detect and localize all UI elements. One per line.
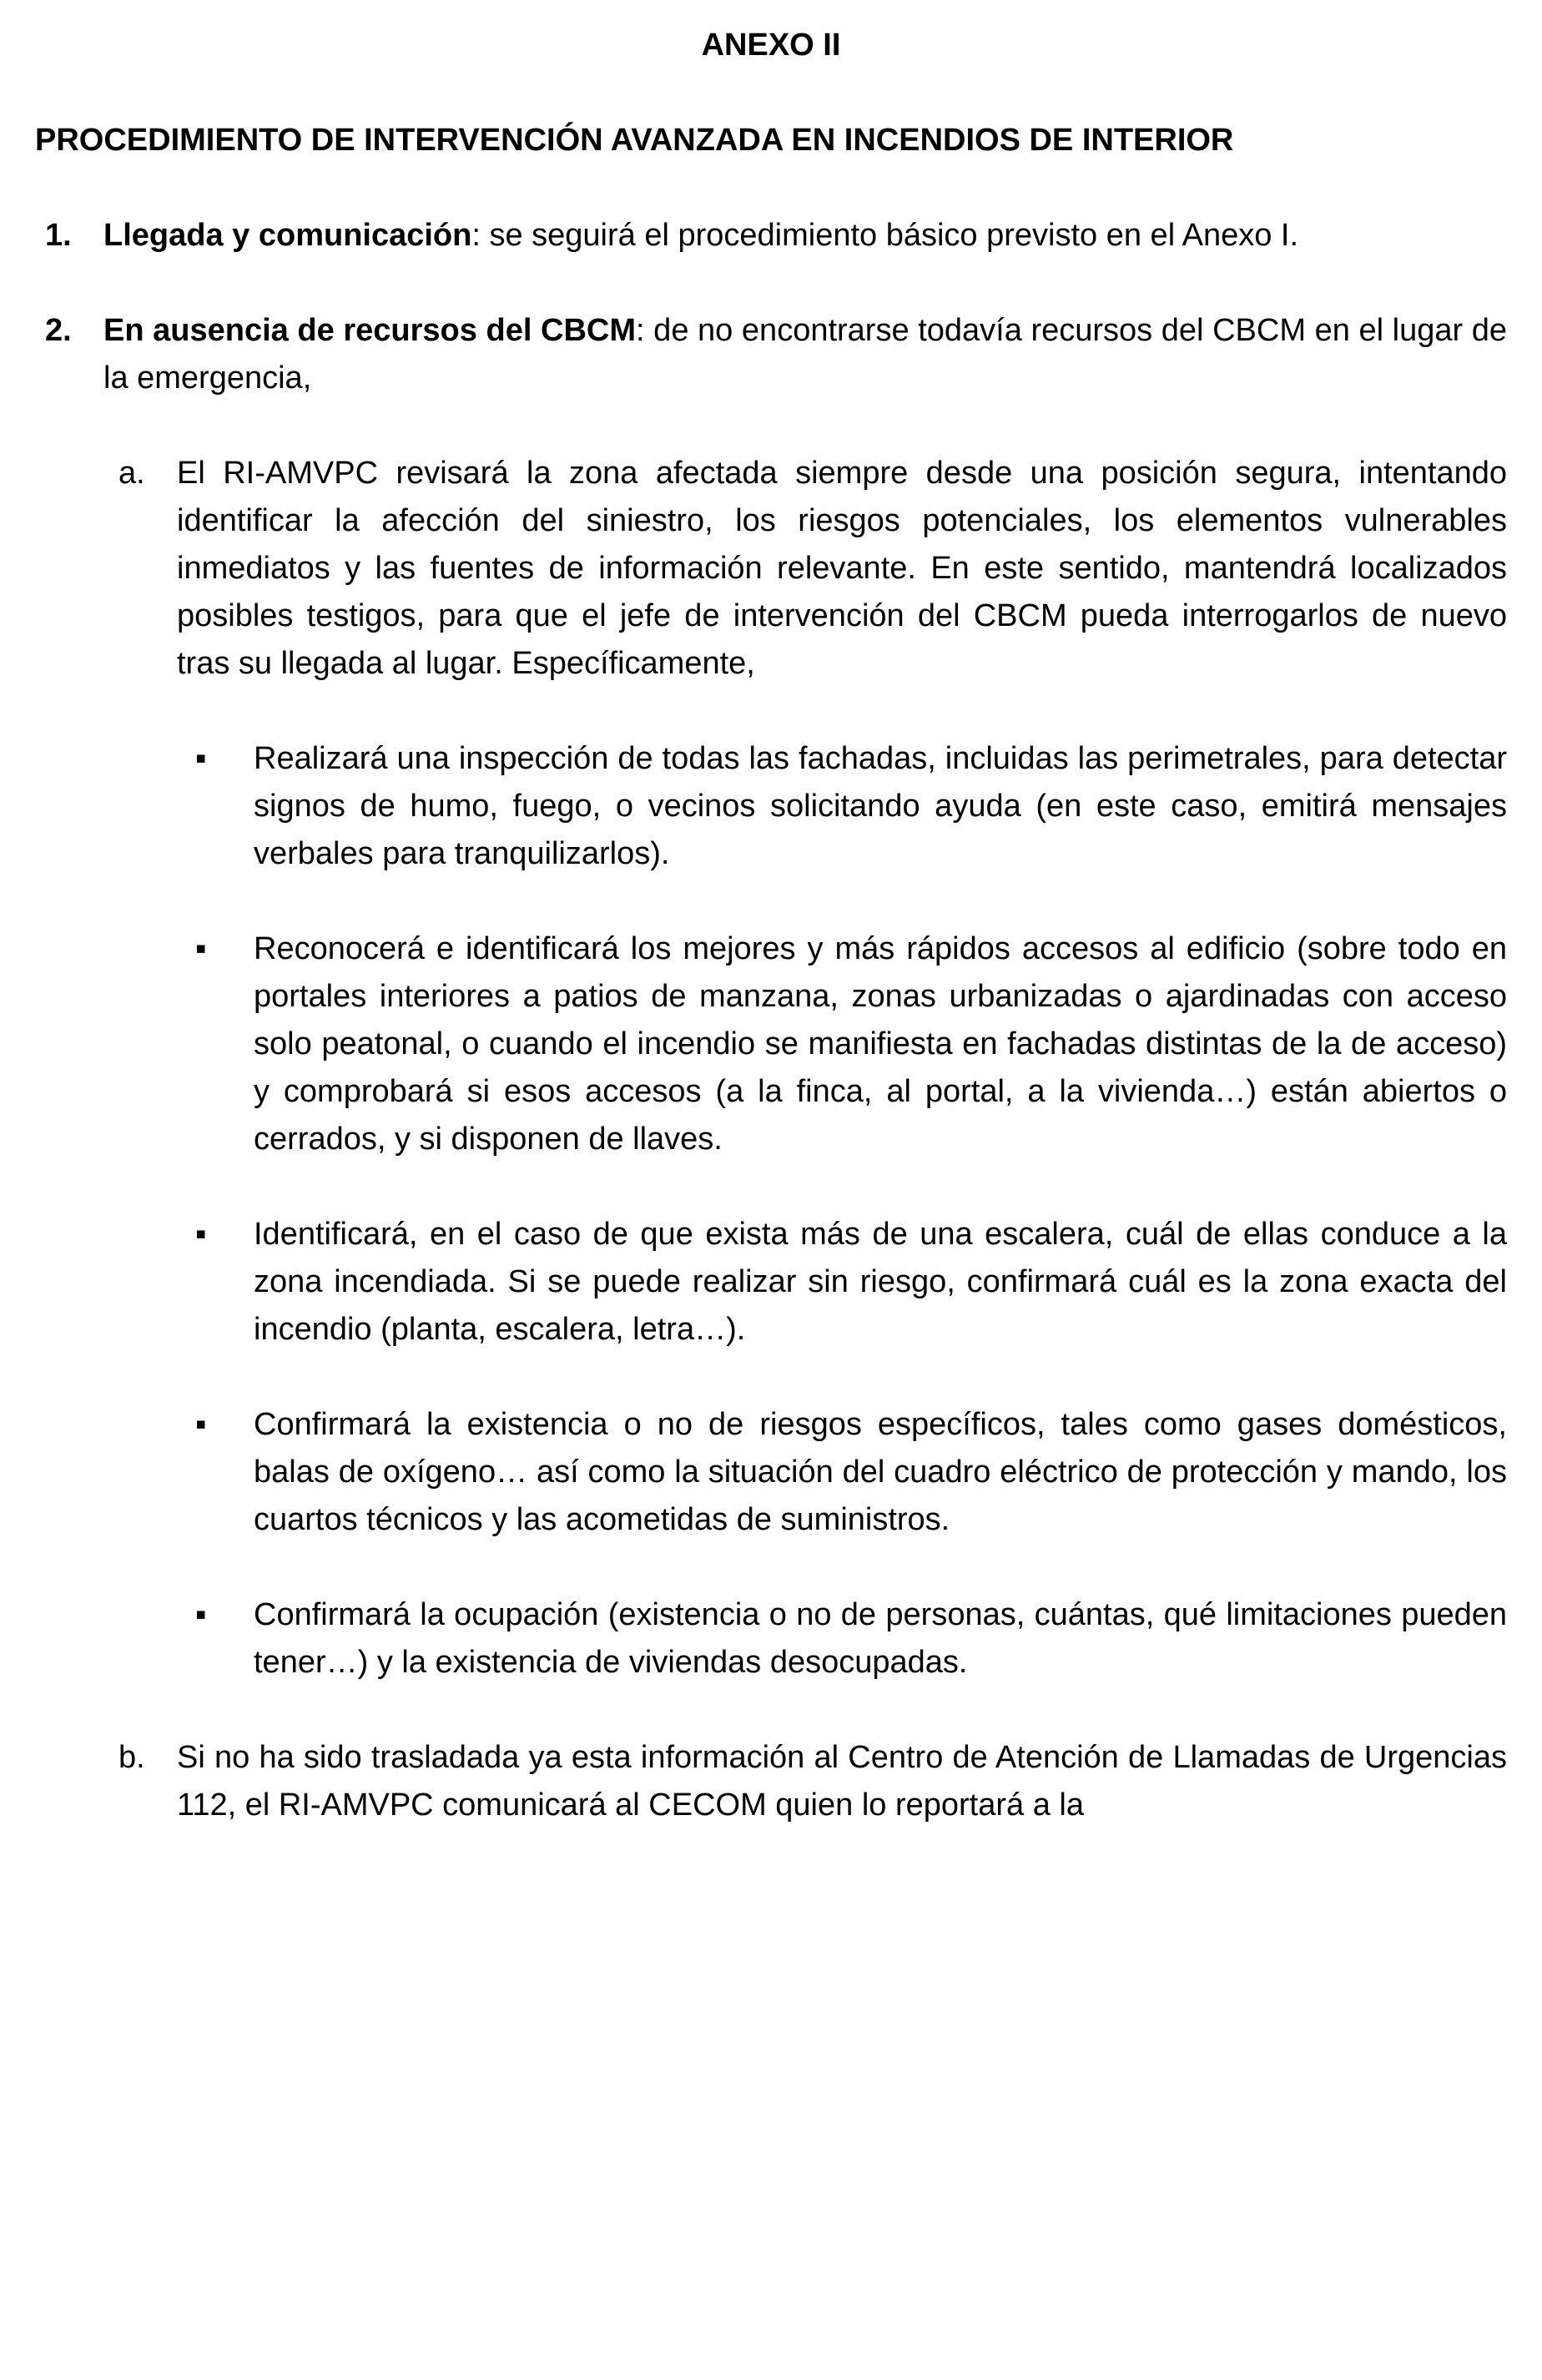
bullet-square-icon: ▪ xyxy=(195,741,207,776)
bullet-text: Identificará, en el caso de que exista más de una escalera, cuál de ellas conduce a la zona incendiada. Si se puede realizar sin riesgo, confirmará cuál es la zona exacta del incendio (planta, escalera, letra…). xyxy=(254,1217,1507,1347)
bullet-square-icon: ▪ xyxy=(195,1217,207,1252)
item-text: : de no encontrarse todavía recursos del CBCM en el lugar de la emergencia, xyxy=(103,313,1508,396)
bullet-square-icon: ▪ xyxy=(195,931,207,966)
bullet-item xyxy=(35,1211,1507,1354)
item-lead: En ausencia de recursos del CBCM xyxy=(103,313,637,348)
bullet-square-icon: ▪ xyxy=(195,1597,207,1632)
bullet-text: Reconocerá e identificará los mejores y más rápidos accesos al edificio (sobre todo en portales interiores a patios de manzana, zonas urbanizadas o ajardinadas con acceso solo peatonal, o cuando el incendio se manifiesta en fachadas distintas de la de acceso) y comprobará si esos accesos (a la finca, al portal, a la vivienda…) están abiertos o cerrados, y si disponen de llaves. xyxy=(254,931,1507,1157)
doc-heading: PROCEDIMIENTO DE INTERVENCIÓN AVANZADA EN INCENDIOS DE INTERIOR xyxy=(35,123,1234,158)
bullet-square-icon: ▪ xyxy=(195,1407,207,1442)
bullet-text: Realizará una inspección de todas las fachadas, incluidas las perimetrales, para detectar signos de humo, fuego, o vecinos solicitando ayuda (en este caso, emitirá mensajes verbales para tranquilizarlos). xyxy=(254,741,1507,871)
bullet-item xyxy=(35,1591,1507,1687)
lettered-item-a xyxy=(35,450,1507,688)
bullet-item xyxy=(35,735,1507,878)
numbered-item-1 xyxy=(35,212,1507,260)
item-number: 1. xyxy=(45,218,72,253)
item-letter: b. xyxy=(118,1740,145,1775)
doc-title: ANEXO II xyxy=(701,28,841,63)
item-number: 2. xyxy=(45,313,72,348)
bullet-text: Confirmará la existencia o no de riesgos específicos, tales como gases domésticos, balas de oxígeno… así como la situación del cuadro eléctrico de protección y mando, los cuartos técnicos y las acometidas de suministros. xyxy=(254,1407,1507,1537)
numbered-item-2 xyxy=(35,307,1507,402)
item-text: Si no ha sido trasladada ya esta información al Centro de Atención de Llamadas de Urgencias 112, el RI-AMVPC comunicará al CECOM quien lo reportará a la xyxy=(177,1740,1507,1823)
lettered-item-b xyxy=(35,1734,1507,1829)
item-text: : se seguirá el procedimiento básico previsto en el Anexo I. xyxy=(471,218,1299,253)
bullet-item xyxy=(35,1401,1507,1544)
item-lead: Llegada y comunicación xyxy=(103,218,472,253)
item-text: El RI-AMVPC revisará la zona afectada siempre desde una posición segura, intentando identificar la afección del siniestro, los riesgos potenciales, los elementos vulnerables inmediatos y las fuentes de información relevante. En este sentido, mantendrá localizados posibles testigos, para que el jefe de intervención del CBCM pueda interrogarlos de nuevo tras su llegada al lugar. Específicamente, xyxy=(177,456,1507,681)
bullet-item xyxy=(35,925,1507,1163)
item-letter: a. xyxy=(118,456,145,491)
bullet-text: Confirmará la ocupación (existencia o no de personas, cuántas, qué limitaciones pueden tener…) y la existencia de viviendas desocupadas. xyxy=(254,1597,1507,1680)
